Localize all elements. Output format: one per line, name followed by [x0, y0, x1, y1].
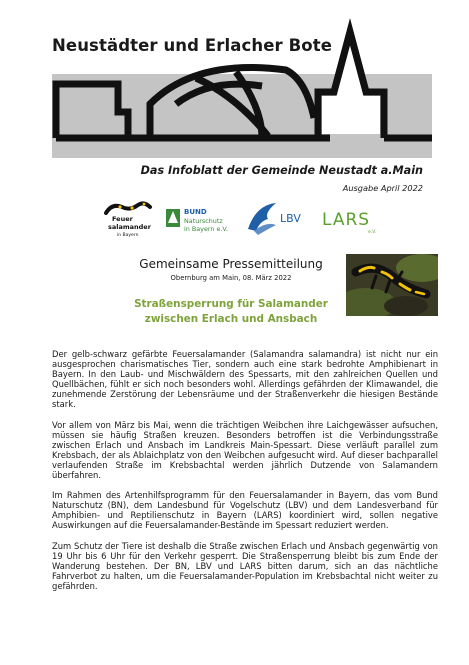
lbv-logo: [246, 199, 312, 239]
salamander-image: [346, 254, 438, 316]
svg-text:Naturschutz: Naturschutz: [184, 217, 223, 225]
article-headline: [105, 297, 357, 327]
svg-text:LARS: LARS: [322, 210, 371, 230]
svg-text:Feuer: Feuer: [112, 215, 133, 223]
issue-label: Ausgabe April 2022: [342, 183, 423, 193]
headline-line-1: Straßensperrung für Salamander: [134, 298, 328, 310]
headline-line-2: zwischen Erlach und Ansbach: [144, 313, 318, 325]
press-release-title: Gemeinsame Pressemitteilung: [139, 257, 323, 271]
paragraph: Zum Schutz der Tiere ist deshalb die Straße zwischen Erlach und Ansbach gegenwärtig von 19 Uhr bis 6 Uhr für den Verkehr gesperrt. Die Straßensperrung bleibt bis zum Ende der Wanderung bestehen. Der BN, LBV und LARS bitten darum, sich an das nächtliche Fahrverbot zu halten, um die Feuersalamander-Population im Krebsbachtal nicht weiter zu gefährden.: [52, 540, 438, 591]
partner-logos: [96, 199, 386, 239]
salamander-photo: [346, 254, 438, 316]
lars-logo: [320, 199, 386, 239]
svg-text:in Bayern: in Bayern: [117, 233, 139, 238]
paragraph: Vor allem von März bis Mai, wenn die trächtigen Weibchen ihre Laichgewässer aufsuchen, müssen sie häufig Straßen kreuzen. Besonders betroffen ist die Verbindungsstraße zwischen Erlach und Ansbach im Landkreis Main-Spessart. Diese verläuft parallel zum Krebsbach, der als Ablaichplatz von den Weibchen aufgesucht wird. Auf dieser bachparallel verlaufenden Straße im Krebsbachtal werden jährlich Dutzende von Salamandern überfahren.: [52, 419, 438, 481]
svg-text:BUND: BUND: [184, 208, 207, 216]
lars-wordmark: [320, 199, 386, 239]
svg-text:LBV: LBV: [280, 212, 301, 225]
svg-text:salamander: salamander: [108, 223, 151, 231]
article-body: [52, 349, 438, 601]
masthead-title: Neustädter und Erlacher Bote: [52, 36, 332, 55]
masthead-line-art: [0, 0, 469, 170]
bund-tree-icon: [164, 199, 242, 239]
svg-text:e.V.: e.V.: [368, 230, 377, 235]
paragraph: Der gelb-schwarz gefärbte Feuersalamander (Salamandra salamandra) ist nicht nur ein ausgesprochen charismatisches Tier, sondern auch eine stark bedrohte Amphibienart in Bayern. In den Laub- und Mischwäldern des Spessarts, mit den zahlreichen Quellen und Quellbächen, fühlt er sich noch besonders wohl. Allerdings gefährden der Klimawandel, die zunehmende Zerstörung der Lebensräume und der Straßenverkehr die hiesigen Bestände stark.: [52, 349, 438, 410]
paragraph: Im Rahmen des Artenhilfsprogramm für den Feuersalamander in Bayern, das vom Bund Naturschutz (BN), dem Landesbund für Vogelschutz (LBV) und dem Landesverband für Amphibien- und Reptilienschutz in Bayern (LARS) koordiniert wird, sollen negative Auswirkungen auf die Feuersalamander-Bestände im Spessart reduziert werden.: [52, 490, 438, 531]
feuersalamander-logo: [98, 199, 158, 239]
press-release-date: Obernburg am Main, 08. März 2022: [170, 274, 292, 282]
salamander-icon: [98, 199, 158, 239]
masthead-subtitle: Das Infoblatt der Gemeinde Neustadt a.Main: [140, 164, 423, 177]
svg-text:in Bayern e.V.: in Bayern e.V.: [184, 225, 229, 233]
bird-icon: [246, 199, 312, 239]
bund-naturschutz-logo: [164, 199, 242, 239]
